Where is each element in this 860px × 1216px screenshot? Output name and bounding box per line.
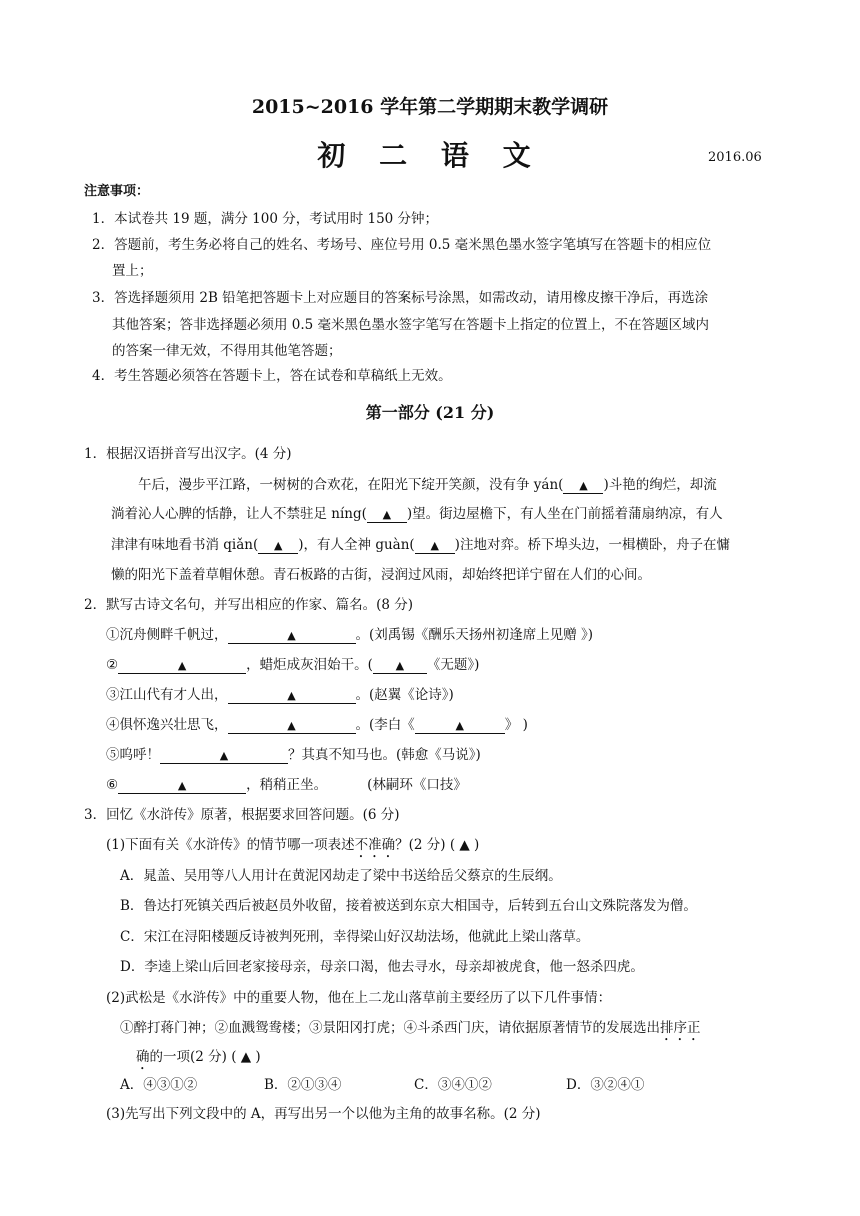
q1-text: )，有人全神 guàn(: [298, 537, 415, 553]
notice-item-3-cont: 其他答案；答非选择题必须用 0.5 毫米黑色墨水签字笔写在答题卡上指定的位置上，不在答题区域内: [112, 317, 710, 333]
answer-blank[interactable]: [367, 507, 407, 523]
q2-row-3: [106, 683, 454, 704]
q2-row-4: [106, 713, 528, 734]
exam-subtitle: 初 二 语 文: [317, 139, 543, 172]
answer-blank[interactable]: [415, 538, 455, 554]
q2-prompt: 2．默写古诗文名句，并写出相应的作家、篇名。(8 分): [84, 597, 414, 613]
q3-answer-b: B．②①③④: [264, 1077, 342, 1093]
q3-answer-c: C．③④①②: [414, 1077, 492, 1093]
q2-text: ，稍稍正坐。: [246, 777, 328, 793]
q2-text: ，蜡炬成灰泪始干。(: [246, 657, 373, 673]
answer-mark: ▲: [430, 539, 439, 552]
answer-blank[interactable]: [118, 658, 246, 674]
q2-text: ③江山代有才人出，: [106, 687, 228, 703]
q1-text: )斗艳的绚烂，却流: [603, 477, 717, 493]
q2-row-1: [106, 623, 593, 644]
q2-text: ②: [106, 657, 119, 673]
notice-heading: 注意事项：: [84, 184, 150, 199]
answer-mark: ▲: [382, 508, 392, 521]
q2-text: (林嗣环《口技》: [367, 777, 467, 793]
q1-line-3: [111, 533, 730, 554]
q1-prompt: 1．根据汉语拼音写出汉字。(4 分): [84, 446, 292, 462]
notice-item-2-cont: 置上；: [112, 263, 153, 279]
q1-text: 午后，漫步平江路，一树树的合欢花，在阳光下绽开笑颜，没有争 yán(: [138, 477, 564, 493]
q1-text: )望。街边屋檐下，有人坐在门前摇着蒲扇纳凉，有人: [406, 506, 723, 522]
q1-text: 淌着沁人心脾的恬静，让人不禁驻足 níng(: [111, 506, 367, 522]
q3-text: ？(2 分) ( ▲ ): [395, 837, 480, 853]
part-one-title: 第一部分 (21 分): [365, 403, 495, 422]
notice-item-3: 3．答选择题须用 2B 铅笔把答题卡上对应题目的答案标号涂黑，如需改动，请用橡皮擦干净后，再选涂: [92, 290, 709, 306]
answer-blank[interactable]: [563, 478, 603, 494]
answer-blank[interactable]: [415, 718, 505, 734]
q3-emphasis: 确: [136, 1049, 150, 1065]
notice-item-2: 2．答题前，考生务必将自己的姓名、考场号、座位号用 0.5 毫米黑色墨水签字笔填写在答题卡的相应位: [92, 237, 712, 253]
q3-answer-a: A．④③①②: [120, 1077, 198, 1093]
answer-blank[interactable]: [228, 718, 356, 734]
q2-row-2: [106, 653, 479, 674]
q2-text: 。(李白《: [355, 717, 415, 733]
q3-answer-d: D．③②④①: [566, 1077, 645, 1093]
notice-item-1: 1．本试卷共 19 题，满分 100 分，考试用时 150 分钟；: [92, 211, 439, 227]
exam-title: 2015~2016 学年第二学期期末教学调研: [251, 96, 609, 118]
answer-mark: ▲: [274, 539, 283, 552]
q3-text: 的一项(2 分) ( ▲ ): [149, 1049, 261, 1065]
q3-sub3: (3)先写出下列文段中的 A，再写出另一个以他为主角的故事名称。(2 分): [106, 1106, 541, 1122]
answer-mark: ▲: [395, 659, 405, 672]
q3-text: ①醉打蒋门神；②血溅鸳鸯楼；③景阳冈打虎；④斗杀西门庆，请依据原著情节的发展选出: [120, 1020, 660, 1036]
q1-line-2: [111, 502, 723, 523]
q2-text: ？其真不知马也。(韩愈《马说》): [288, 747, 481, 763]
q2-text: ⑤呜呼！: [106, 747, 160, 763]
q3-sub2: (2)武松是《水浒传》中的重要人物，他在上二龙山落草前主要经历了以下几件事情：: [106, 990, 612, 1006]
q2-row-6: [106, 773, 467, 794]
q3-sub1: [106, 833, 479, 861]
answer-mark: ▲: [177, 659, 187, 672]
answer-blank[interactable]: [258, 538, 298, 554]
q1-text: )注地对弈。桥下埠头边，一楫横卧，舟子在慵: [454, 537, 730, 553]
answer-mark: ▲: [287, 629, 296, 642]
q3-emphasis: 不准确: [354, 837, 396, 853]
answer-blank[interactable]: [373, 658, 427, 674]
q2-text: 。(刘禹锡《酬乐天扬州初逢席上见赠 》): [355, 627, 594, 643]
q3-prompt: 3．回忆《水浒传》原著，根据要求回答问题。(6 分): [84, 807, 400, 823]
answer-blank[interactable]: [118, 778, 246, 794]
q3-option-a: A．晁盖、吴用等八人用计在黄泥冈劫走了梁中书送给岳父蔡京的生辰纲。: [120, 868, 562, 884]
q1-text: 津津有味地看书消 qiǎn(: [111, 537, 259, 553]
q1-line-4: 懒的阳光下盖着草帽休憩。青石板路的古街，浸润过风雨，却始终把详宁留在人们的心间。: [111, 567, 651, 583]
q2-text: 》 ): [504, 717, 528, 733]
q3-option-d: D．李逵上梁山后回老家接母亲，母亲口渴，他去寻水，母亲却被虎食，他一怒杀四虎。: [120, 959, 644, 975]
q3-sub2-line1: [120, 1016, 701, 1044]
answer-mark: ▲: [177, 779, 187, 792]
notice-item-4: 4．考生答题必须答在答题卡上，答在试卷和草稿纸上无效。: [92, 368, 452, 384]
answer-mark: ▲: [455, 719, 465, 732]
q1-line-1: [138, 473, 717, 494]
answer-mark: ▲: [287, 719, 296, 732]
q3-text: (1)下面有关《水浒传》的情节哪一项表述: [106, 837, 355, 853]
answer-mark: ▲: [219, 749, 229, 762]
q3-emphasis: 排序正: [660, 1020, 701, 1036]
q2-text: ⑥: [106, 777, 119, 793]
notice-item-3-cont2: 的答案一律无效，不得用其他笔答题；: [112, 343, 342, 359]
q2-row-5: [106, 743, 481, 764]
q2-text: ④俱怀逸兴壮思飞，: [106, 717, 228, 733]
answer-blank[interactable]: [228, 688, 356, 704]
answer-mark: ▲: [579, 479, 588, 492]
q2-text: ①沉舟侧畔千帆过，: [106, 627, 228, 643]
q3-option-c: C．宋江在浔阳楼题反诗被判死刑，幸得梁山好汉劫法场，他就此上梁山落草。: [120, 929, 590, 945]
q2-text: 《无题》): [426, 657, 480, 673]
answer-blank[interactable]: [160, 748, 288, 764]
q3-option-b: B．鲁达打死镇关西后被赵员外收留，接着被送到东京大相国寺，后转到五台山文殊院落发为僧。: [120, 898, 697, 914]
answer-blank[interactable]: [228, 628, 356, 644]
answer-mark: ▲: [287, 689, 296, 702]
q2-text: 。(赵翼《论诗》): [355, 687, 454, 703]
q3-sub2-line2: [136, 1045, 261, 1073]
exam-date: 2016.06: [708, 150, 762, 165]
